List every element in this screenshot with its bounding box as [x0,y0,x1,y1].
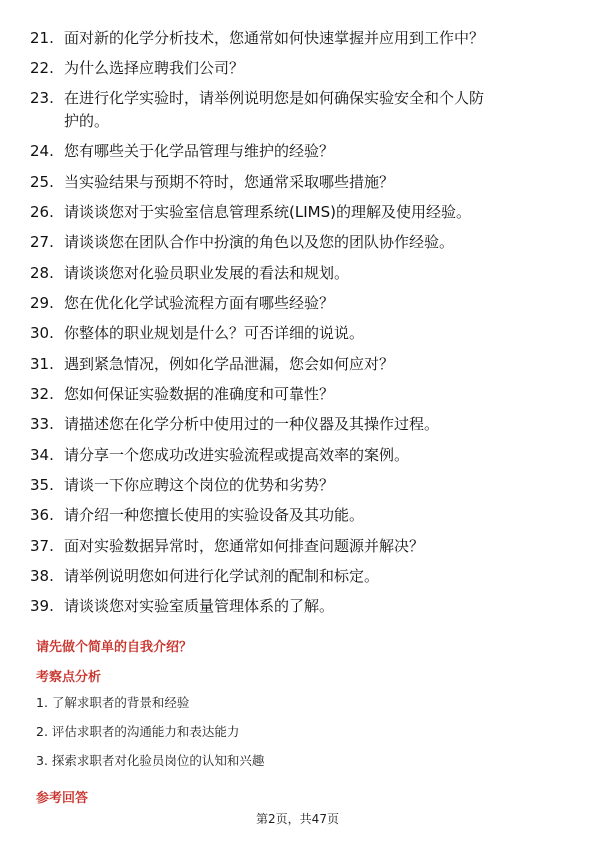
question-number: 32. [30,385,54,403]
question-text: 请谈谈您对化验员职业发展的看法和规划。 [64,264,350,282]
question-number: 36. [30,506,54,524]
question-text: 请举例说明您如何进行化学试剂的配制和标定。 [64,567,380,585]
question-text: 您有哪些关于化学品管理与维护的经验？ [64,142,335,160]
question-text: 请谈谈您在团队合作中扮演的角色以及您的团队协作经验。 [64,233,455,251]
question-item [30,322,570,345]
question-text: 面对实验数据异常时，您通常如何排查问题源并解决？ [64,537,425,555]
question-item [30,171,570,194]
question-number: 29. [30,294,54,312]
question-item [30,444,570,467]
analysis-heading: 考察点分析 [36,670,102,685]
question-text: 在进行化学实验时，请举例说明您是如何确保实验安全和个人防 [64,89,485,107]
question-item [30,535,570,558]
question-item [30,595,570,618]
question-text: 遇到紧急情况，例如化学品泄漏，您会如何应对？ [64,355,395,373]
question-text: 请分享一个您成功改进实验流程或提高效率的案例。 [64,446,410,464]
question-text: 您如何保证实验数据的准确度和可靠性？ [64,385,335,403]
question-text: 请谈一下你应聘这个岗位的优势和劣势？ [64,476,335,494]
question-text: 当实验结果与预期不符时，您通常采取哪些措施？ [64,173,395,191]
question-number: 38. [30,567,54,585]
analysis-point: 1. 了解求职者的背景和经验 [36,695,190,710]
question-item [30,413,570,436]
question-text-continuation: 护的。 [64,112,110,130]
question-item [30,504,570,527]
question-number: 28. [30,264,54,282]
question-text: 请描述您在化学分析中使用过的一种仪器及其操作过程。 [64,415,440,433]
question-number: 25. [30,173,54,191]
analysis-point: 3. 探索求职者对化验员岗位的认知和兴趣 [36,753,265,768]
question-number: 30. [30,324,54,342]
question-number: 24. [30,142,54,160]
question-item [30,57,570,80]
question-number: 34. [30,446,54,464]
question-item [30,292,570,315]
analysis-point: 2. 评估求职者的沟通能力和表达能力 [36,724,240,739]
question-item [30,353,570,376]
question-number: 35. [30,476,54,494]
question-number: 39. [30,597,54,615]
question-number: 22. [30,59,54,77]
question-text: 面对新的化学分析技术，您通常如何快速掌握并应用到工作中？ [64,29,485,47]
question-item [30,140,570,163]
question-text: 您在优化化学试验流程方面有哪些经验？ [64,294,335,312]
question-item [30,87,570,133]
question-item [30,201,570,224]
question-text: 你整体的职业规划是什么？可否详细的说说。 [64,324,365,342]
question-item [30,565,570,588]
question-text: 请谈谈您对实验室质量管理体系的了解。 [64,597,335,615]
question-number: 27. [30,233,54,251]
question-number: 23. [30,89,54,107]
page-number-footer: 第2页，共47页 [256,812,339,826]
question-text: 为什么选择应聘我们公司？ [64,59,245,77]
question-item [30,383,570,406]
question-number: 31. [30,355,54,373]
question-item [30,27,570,50]
question-text: 请介绍一种您擅长使用的实验设备及其功能。 [64,506,365,524]
question-number: 37. [30,537,54,555]
question-number: 21. [30,29,54,47]
reference-answer-heading: 参考回答 [36,791,89,806]
question-item [30,262,570,285]
question-item [30,474,570,497]
question-number: 26. [30,203,54,221]
intro-question-heading: 请先做个简单的自我介绍？ [36,640,193,655]
question-text: 请谈谈您对于实验室信息管理系统(LIMS)的理解及使用经验。 [64,203,471,221]
question-number: 33. [30,415,54,433]
question-item [30,231,570,254]
